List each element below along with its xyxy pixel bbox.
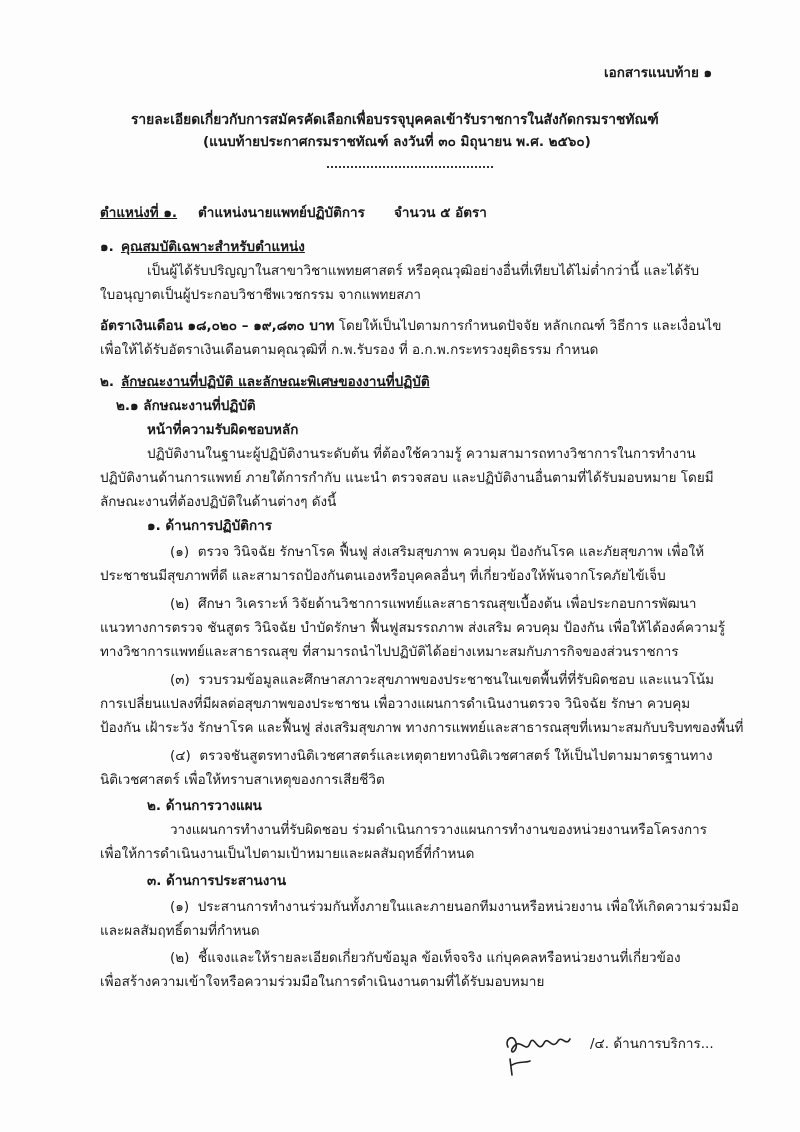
item-text: รวบรวมข้อมูลและศึกษาสภาวะสุขภาพของประชาชนในเขตพื้นที่ที่รับผิดชอบ และแนวโน้ม (198, 672, 715, 688)
attachment-label: เอกสารแนบท้าย ๑ (604, 65, 713, 81)
item-text: ศึกษา วิเคราะห์ วิจัยด้านวิชาการแพทย์และสาธารณสุขเบื้องต้น เพื่อประกอบการพัฒนา (198, 596, 697, 612)
list-item (170, 898, 739, 916)
item-text: ประสานการทำงานร่วมกันทั้งภายในและภายนอกทีมงานหรือหน่วยงาน เพื่อให้เกิดความร่วมมือ (197, 899, 739, 915)
duty-heading: หน้าที่ความรับผิดชอบหลัก (147, 422, 299, 438)
practice-heading: ๑. ด้านการปฏิบัติการ (147, 518, 272, 534)
section2-number: ๒. (100, 374, 115, 390)
intro-line: ปฏิบัติงานด้านการแพทย์ ภายใต้การกำกับ แนะนำ ตรวจสอบ และปฏิบัติงานอื่นตามที่ได้รับมอบหมาย โดยมี (100, 470, 714, 486)
continued-label: /๔. ด้านการบริการ... (590, 1036, 714, 1052)
planning-line: เพื่อให้การดำเนินงานเป็นไปตามเป้าหมายและผลสัมฤทธิ์ที่กำหนด (100, 846, 475, 862)
item-number: (๒) (170, 596, 190, 612)
item-number: (๑) (170, 544, 190, 560)
list-item-line: การเปลี่ยนแปลงที่มีผลต่อสุขภาพของประชาชน เพื่อวางแผนการดำเนินงานตรวจ วินิจฉัย รักษา ควบคุม (100, 696, 691, 712)
section1-heading: คุณสมบัติเฉพาะสำหรับตำแหน่ง (121, 239, 305, 255)
list-item (170, 671, 714, 689)
salary-label: อัตราเงินเดือน ๑๘,๐๒๐ – ๑๙,๘๓๐ บาท (100, 318, 335, 334)
planning-line: วางแผนการทำงานที่รับผิดชอบ ร่วมดำเนินการวางแผนการทำงานของหน่วยงานหรือโครงการ (170, 822, 707, 838)
item-text: ตรวจชันสูตรทางนิติเวชศาสตร์และเหตุตายทางนิติเวชศาสตร์ ให้เป็นไปตามมาตรฐานทาง (199, 748, 713, 764)
document-subtitle: (แนบท้ายประกาศกรมราชทัณฑ์ ลงวันที่ ๓๐ มิถุนายน พ.ศ. ๒๕๖๐) (203, 134, 591, 150)
section1-number: ๑. (100, 239, 114, 255)
salary-line (100, 317, 721, 335)
list-item (170, 949, 681, 967)
position-label: ตำแหน่งที่ ๑. (100, 205, 178, 221)
item-number: (๑) (170, 899, 190, 915)
list-item-line: ประชาชนมีสุขภาพที่ดี และสามารถป้องกันตนเองหรือบุคคลอื่นๆ ที่เกี่ยวข้องให้พ้นจากโรคภัยไข้เจ็บ (100, 568, 666, 584)
list-item (170, 595, 697, 613)
planning-heading: ๒. ด้านการวางแผน (147, 798, 262, 814)
intro-line: ปฏิบัติงานในฐานะผู้ปฏิบัติงานระดับต้น ที่ต้องใช้ความรู้ ความสามารถทางวิชาการในการทำงาน (147, 446, 696, 462)
coordination-heading: ๓. ด้านการประสานงาน (147, 873, 287, 889)
item-number: (๔) (170, 748, 191, 764)
item-text: ชี้แจงและให้รายละเอียดเกี่ยวกับข้อมูล ข้อเท็จจริง แก่บุคคลหรือหน่วยงานที่เกี่ยวข้อง (198, 950, 681, 966)
section2-subheading: ๒.๑ ลักษณะงานที่ปฏิบัติ (116, 398, 256, 414)
position-count: จำนวน ๕ อัตรา (394, 205, 487, 221)
list-item-line: ทางวิชาการแพทย์และสาธารณสุข ที่สามารถนำไปปฏิบัติได้อย่างเหมาะสมกับภารกิจของส่วนราชการ (100, 644, 679, 660)
position-name: ตำแหน่งนายแพทย์ปฏิบัติการ (198, 205, 365, 221)
section2-heading: ลักษณะงานที่ปฏิบัติ และลักษณะพิเศษของงานที่ปฏิบัติ (121, 374, 430, 390)
list-item-line: เพื่อสร้างความเข้าใจหรือความร่วมมือในการดำเนินงานตามที่ได้รับมอบหมาย (100, 974, 545, 990)
list-item-line: ป้องกัน เฝ้าระวัง รักษาโรค และฟื้นฟู ส่งเสริมสุขภาพ ทางการแพทย์และสาธารณสุขที่เหมาะสมกับบริบทของพื้นที่ (100, 720, 744, 736)
list-item (170, 747, 713, 765)
list-item-line: แนวทางการตรวจ ชันสูตร วินิจฉัย บำบัดรักษา ฟื้นฟูสมรรถภาพ ส่งเสริม ควบคุม ป้องกัน เพื่อให้ได้องค์ความรู้ (100, 620, 726, 636)
item-text: ตรวจ วินิจฉัย รักษาโรค ฟื้นฟู ส่งเสริมสุขภาพ ควบคุม ป้องกันโรค และภัยสุขภาพ เพื่อให้ (197, 544, 705, 560)
intro-line: ลักษณะงานที่ต้องปฏิบัติในด้านต่างๆ ดังนี้ (100, 494, 337, 510)
list-item-line: นิติเวชศาสตร์ เพื่อให้ทราบสาเหตุของการเสียชีวิต (100, 772, 385, 788)
document-title: รายละเอียดเกี่ยวกับการสมัครคัดเลือกเพื่อบรรจุบุคคลเข้ารับราชการในสังกัดกรมราชทัณฑ์ (131, 112, 659, 128)
section1-line: เป็นผู้ได้รับปริญญาในสาขาวิชาแพทยศาสตร์ หรือคุณวุฒิอย่างอื่นที่เทียบได้ไม่ต่ำกว่านี้ และได้รับ (147, 263, 700, 279)
list-item (170, 543, 704, 561)
title-divider (327, 166, 493, 168)
handwritten-signature (500, 1025, 580, 1085)
list-item-line: และผลสัมฤทธิ์ตามที่กำหนด (100, 923, 260, 939)
salary-line: เพื่อให้ได้รับอัตราเงินเดือนตามคุณวุฒิที่ ก.พ.รับรอง ที่ อ.ก.พ.กระทรวงยุติธรรม กำหนด (100, 342, 599, 358)
item-number: (๓) (170, 672, 190, 688)
item-number: (๒) (170, 950, 190, 966)
salary-condition: โดยให้เป็นไปตามการกำหนดปัจจัย หลักเกณฑ์ วิธีการ และเงื่อนไข (334, 318, 722, 334)
section1-line: ใบอนุญาตเป็นผู้ประกอบวิชาชีพเวชกรรม จากแพทยสภา (100, 287, 421, 303)
